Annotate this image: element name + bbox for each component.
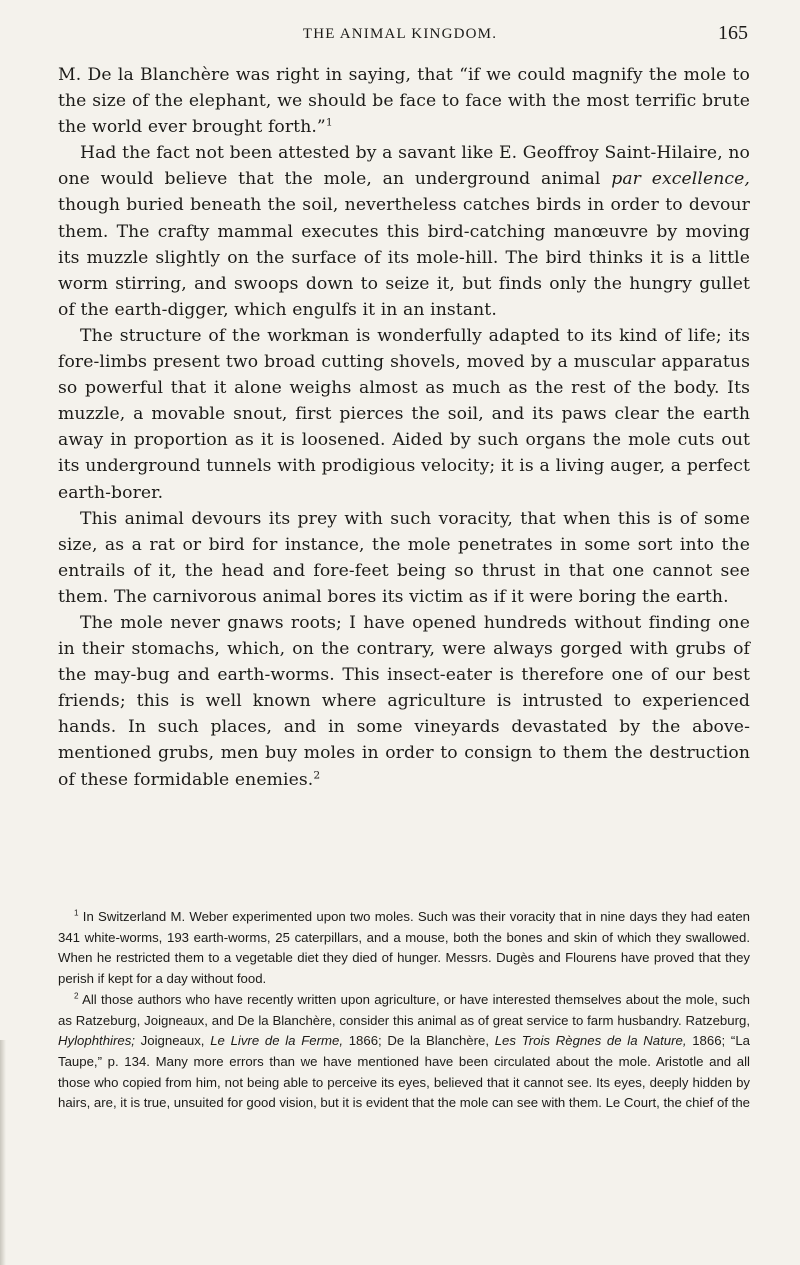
footnote-2-title-3: Les Trois Règnes de la Nature, — [494, 1033, 687, 1049]
paragraph-1 — [58, 62, 750, 140]
paragraph-4: This animal devours its prey with such voracity, that when this is of some size, as a rat or bird for instance, the mole penetrates in some sort into the entrails of it, the head and fore-feet being so thrust in that one cannot see them. The carnivorous animal bores its victim as if it were boring the earth. — [58, 508, 750, 607]
paragraph-3: The structure of the workman is wonderfully adapted to its kind of life; its fore-limbs present two broad cutting shovels, moved by a muscular apparatus so powerful that it alone weighs almost as much as the rest of the body. Its muzzle, a movable snout, first pierces the soil, and its paws clear the earth away in proportion as it is loosened. Aided by such organs the mole cuts out its underground tunnels with prodigious velocity; it is a living auger, a perfect earth-borer. — [58, 325, 750, 503]
paragraph-1-text: M. De la Blanchère was right in saying, that “if we could magnify the mole to the size of the elephant, we should be face to face with the most terrific brute the world ever brought forth.” — [58, 65, 750, 138]
footnote-ref-2: 2 — [313, 767, 321, 781]
running-head — [0, 22, 800, 48]
body-text — [58, 62, 750, 793]
footnote-2-text-d: 1866; “La Taupe,” p. 134. Many more errors than we have mentioned have been circulated about the mole. Aristotle and all those who copied from him, not being able to perceive its eyes, believed that it cannot see. Its eyes, deeply hidden by hairs, are, it is true, unsuited for good vision, but it is evident that the mole can see with them. Le Court, the chief of the — [58, 1033, 750, 1111]
paragraph-5-text: The mole never gnaws roots; I have opened hundreds without finding one in their stomachs, which, on the contrary, were always gorged with grubs of the may-bug and earth-worms. This insect-eater is therefore one of our best friends; this is well known where agriculture is intrusted to experienced hands. In such places, and in some vineyards devastated by the above-mentioned grubs, men buy moles in order to consign to them the destruction of these formidable enemies. — [58, 612, 750, 790]
footnote-2-text-a: All those authors who have recently written upon agriculture, or have interested themselves about the mole, such as Ratzeburg, Joigneaux, and De la Blanchère, consider this animal as of great service to farm husbandry. Ratzeburg, — [58, 991, 750, 1028]
footnote-2-title-1: Hylophthires; — [58, 1033, 135, 1049]
paragraph-2-emphasis: par excellence, — [611, 169, 750, 190]
footnote-1 — [58, 907, 750, 990]
paragraph-5 — [58, 610, 750, 793]
footnotes — [58, 907, 750, 1114]
footnote-2-text-c: 1866; De la Blanchère, — [342, 1033, 495, 1049]
paragraph-2 — [58, 140, 750, 323]
footnote-1-text: In Switzerland M. Weber experimented upon two moles. Such was their voracity that in nine days they had eaten 341 white-worms, 193 earth-worms, 25 caterpillars, and a mouse, both the bones and skin of which they swallowed. When he restricted them to a vegetable diet they died of hunger. Messrs. Dugès and Flourens have proved that they perish if kept for a day without food. — [58, 909, 750, 987]
footnote-ref-1: 1 — [325, 115, 333, 129]
binding-shadow — [0, 1040, 6, 1265]
footnote-1-mark: 1 — [74, 908, 79, 918]
paragraph-2-text-a: Had the fact not been attested by a savant like E. Geoffroy Saint-Hilaire, no one would believe that the mole, an underground animal — [58, 143, 750, 190]
running-title: THE ANIMAL KINGDOM. — [302, 26, 498, 42]
paragraph-2-text-b: though buried beneath the soil, nevertheless catches birds in order to devour them. The crafty mammal executes this bird-catching manœuvre by moving its muzzle slightly on the surface of its mole-hill. The bird thinks it is a little worm stirring, and swoops down to seize it, but finds only the hungry gullet of the earth-digger, which engulfs it in an instant. — [58, 195, 750, 320]
page-number: 165 — [718, 22, 748, 44]
footnote-2-mark: 2 — [74, 991, 79, 1001]
footnote-2 — [58, 990, 750, 1114]
footnote-2-title-2: Le Livre de la Ferme, — [210, 1033, 343, 1049]
footnote-2-text-b: Joigneaux, — [134, 1033, 211, 1049]
